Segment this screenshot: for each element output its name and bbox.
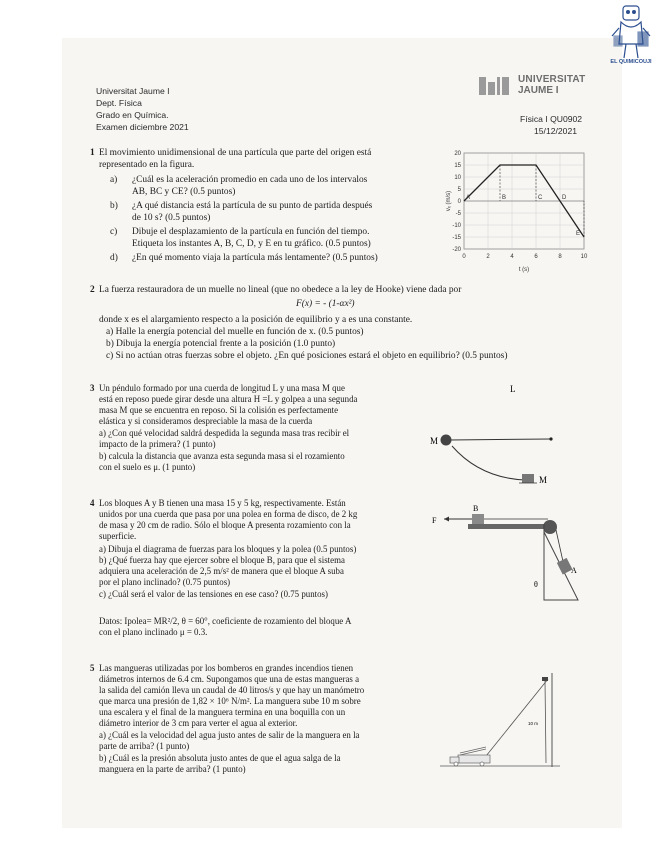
item-text: b) ¿Qué fuerza hay que ejercer sobre el bloque B, para que el sistema (99, 555, 345, 565)
x-axis-label: t (s) (518, 267, 530, 273)
velocity-time-chart (442, 145, 592, 280)
question-number: 1 (90, 148, 95, 158)
y-tick-label: 5 (457, 187, 461, 193)
course-code: Física I QU0902 (520, 114, 583, 124)
item-letter: c) (110, 227, 118, 237)
question-text: una escalera y el final de la manguera termina en una boquilla con un (99, 707, 346, 717)
question-text: Un péndulo formado por una cuerda de longitud L y una masa M que (99, 383, 345, 393)
force-arrowhead (444, 517, 449, 522)
corner-logo-text: EL QUIMICOUJI (610, 59, 652, 65)
item-letter: d) (110, 253, 118, 263)
uji-logo-line2: JAUME I (518, 85, 559, 96)
height-label: 10 m (528, 721, 539, 726)
exam-date: 15/12/2021 (534, 126, 578, 136)
y-tick-label: 10 (454, 175, 461, 181)
hose-line (545, 681, 546, 763)
question-1 (90, 148, 440, 273)
item-text: impacto de la primera? (1 punto) (99, 439, 216, 449)
item-letter: a) (110, 175, 118, 185)
item-text: a) Halle la energía potencial del muelle en función de x. (0.5 puntos) (106, 327, 364, 337)
item-text: c) ¿Cuál será el valor de las tensiones en ese caso? (0.75 puntos) (99, 589, 328, 599)
question-number: 3 (90, 383, 95, 393)
question-text: elástica y si consideramos despreciable la masa de la cuerda (99, 416, 313, 426)
question-5 (90, 663, 430, 798)
question-3 (90, 383, 430, 483)
item-text: AB, BC y CE? (0.5 puntos) (132, 187, 236, 197)
y-tick-label: -20 (452, 247, 461, 253)
x-tick-label: 4 (510, 254, 514, 260)
item-text: b) calcula la distancia que avanza esta segunda masa si el rozamiento (99, 451, 345, 461)
item-text: Dibuje el desplazamiento de la partícula en función del tiempo. (132, 227, 370, 237)
block-b-label: B (473, 504, 479, 513)
question-text: diámetros internos de 6.4 cm. Supongamos que una de estas mangueras a (99, 674, 360, 684)
data-text: con el plano inclinado μ = 0.3. (99, 627, 208, 637)
question-number: 5 (90, 663, 95, 673)
question-text: superficie. (99, 531, 137, 541)
item-text: ¿A qué distancia está la partícula de su punto de partida después (132, 201, 373, 211)
item-text: parte de arriba? (1 punto) (99, 741, 190, 751)
table-surface (468, 524, 544, 529)
pivot-point (549, 437, 552, 440)
pendulum-mass (441, 435, 452, 446)
point-label: D (562, 195, 567, 201)
x-tick-label: 8 (558, 254, 562, 260)
angle-label: θ (534, 580, 538, 589)
nozzle (542, 677, 548, 681)
question-text: masa M que se encuentra en reposo. Si la colisión es perfectamente (99, 405, 339, 415)
y-axis-label: vₓ (m/s) (446, 190, 452, 212)
exam-title: Examen diciembre 2021 (96, 122, 189, 132)
data-text: Datos: Ipolea= MR²/2, θ = 60°, coeficiente de rozamiento del bloque A (99, 616, 352, 626)
pendulum-figure (425, 380, 575, 490)
pendulum-string (450, 439, 550, 440)
firetruck-ladder-figure (440, 665, 590, 775)
item-text: adquiera una aceleración de 2,5 m/s² de manera que el bloque A suba (99, 566, 344, 576)
uji-logo-line1: UNIVERSITAT (518, 74, 586, 85)
question-text: diámetro interior de 3 cm para verter el agua al exterior. (99, 718, 298, 728)
uji-logo-mark-icon (478, 74, 518, 98)
item-text: a) Dibuja el diagrama de fuerzas para los bloques y la polea (0.5 puntos) (99, 544, 357, 554)
y-tick-label: -5 (455, 211, 461, 217)
pulley-disk (543, 520, 557, 534)
y-tick-label: -10 (452, 223, 461, 229)
question-text: Las mangueras utilizadas por los bomberos en grandes incendios tienen (99, 663, 354, 673)
item-text: Etiqueta los instantes A, B, C, D, y E en tu gráfico. (0.5 puntos) (132, 239, 371, 249)
department: Dept. Física (96, 98, 142, 108)
item-text: ¿Cuál es la aceleración promedio en cada uno de los intervalos (132, 175, 368, 185)
item-text: a) ¿Cuál es la velocidad del agua justo antes de salir de la manguera en la (99, 730, 360, 740)
university-name: Universitat Jaume I (96, 86, 170, 96)
mass-label-2: M (539, 475, 548, 485)
degree: Grado en Química. (96, 110, 169, 120)
item-text: ¿En qué momento viaja la partícula más lentamente? (0.5 puntos) (132, 253, 378, 263)
question-text: está en reposo puede girar desde una altura H =L y golpea a una segunda (99, 394, 358, 404)
force-label: F (432, 516, 437, 525)
y-tick-label: 0 (457, 199, 461, 205)
item-text: con el suelo es μ. (1 punto) (99, 462, 196, 472)
question-text: de masa y 20 cm de radio. Sólo el bloque A presenta rozamiento con la (99, 520, 351, 530)
item-text: a) ¿Con qué velocidad saldrá despedida la segunda masa tras recibir el (99, 428, 350, 438)
question-text: unidos por una cuerda que pasa por una polea en forma de disco, de 2 kg (99, 509, 358, 519)
question-4 (90, 498, 430, 658)
question-text: La fuerza restauradora de un muelle no lineal (que no obedece a la ley de Hooke) viene dada por (99, 285, 462, 295)
y-tick-label: 15 (454, 163, 461, 169)
question-2 (90, 285, 610, 375)
question-number: 2 (90, 285, 95, 295)
question-text: donde x es el alargamiento respecto a la posición de equilibrio y a es una constante. (99, 315, 413, 325)
x-tick-label: 0 (462, 254, 466, 260)
corner-logo (608, 2, 654, 74)
item-text: de 10 s? (0.5 puntos) (132, 213, 211, 223)
swing-arc (452, 446, 525, 480)
uji-logo (478, 74, 588, 100)
ladder (482, 679, 548, 761)
point-label: A (466, 195, 471, 201)
question-text: Los bloques A y B tienen una masa 15 y 5 kg, respectivamente. Están (99, 498, 346, 508)
block-a-label: A (571, 566, 577, 575)
mass-label-1: M (430, 436, 439, 446)
x-tick-label: 6 (534, 254, 538, 260)
item-text: c) Si no actúan otras fuerzas sobre el objeto. ¿En qué posiciones estará el objeto en equilibrio? (0.5 puntos) (106, 351, 508, 361)
block-b (472, 514, 484, 524)
item-text: manguera en la parte de arriba? (1 punto) (99, 764, 246, 774)
question-text: representado en la figura. (99, 160, 195, 170)
question-text: que marca una presión de 1,82 × 10⁶ N/m². La manguera sube 10 m sobre (99, 696, 361, 706)
item-text: b) ¿Cuál es la presión absoluta justo antes de que el agua salga de la (99, 753, 341, 763)
header-info (96, 85, 189, 133)
point-label: B (502, 195, 507, 201)
pulley-incline-figure (428, 500, 588, 610)
point-label: C (538, 195, 543, 201)
item-text: b) Dibuja la energía potencial frente a la posición (1.0 punto) (106, 339, 336, 349)
firetruck-icon (450, 747, 490, 766)
y-tick-label: -15 (452, 235, 461, 241)
length-label: L (510, 384, 516, 394)
formula: F(x) = - (1-αx²) (296, 299, 355, 309)
question-text: la salida del camión lleva un caudal de 40 litros/s y que hay un manómetro (99, 685, 365, 695)
second-mass (522, 474, 534, 483)
x-tick-label: 10 (580, 254, 588, 260)
y-tick-label: 20 (454, 151, 461, 157)
item-text: por el plano inclinado? (0.75 puntos) (99, 577, 231, 587)
point-label: E (576, 231, 581, 237)
question-number: 4 (90, 498, 95, 508)
item-letter: b) (110, 201, 118, 211)
question-text: El movimiento unidimensional de una partícula que parte del origen está (99, 148, 372, 158)
x-tick-label: 2 (486, 254, 490, 260)
